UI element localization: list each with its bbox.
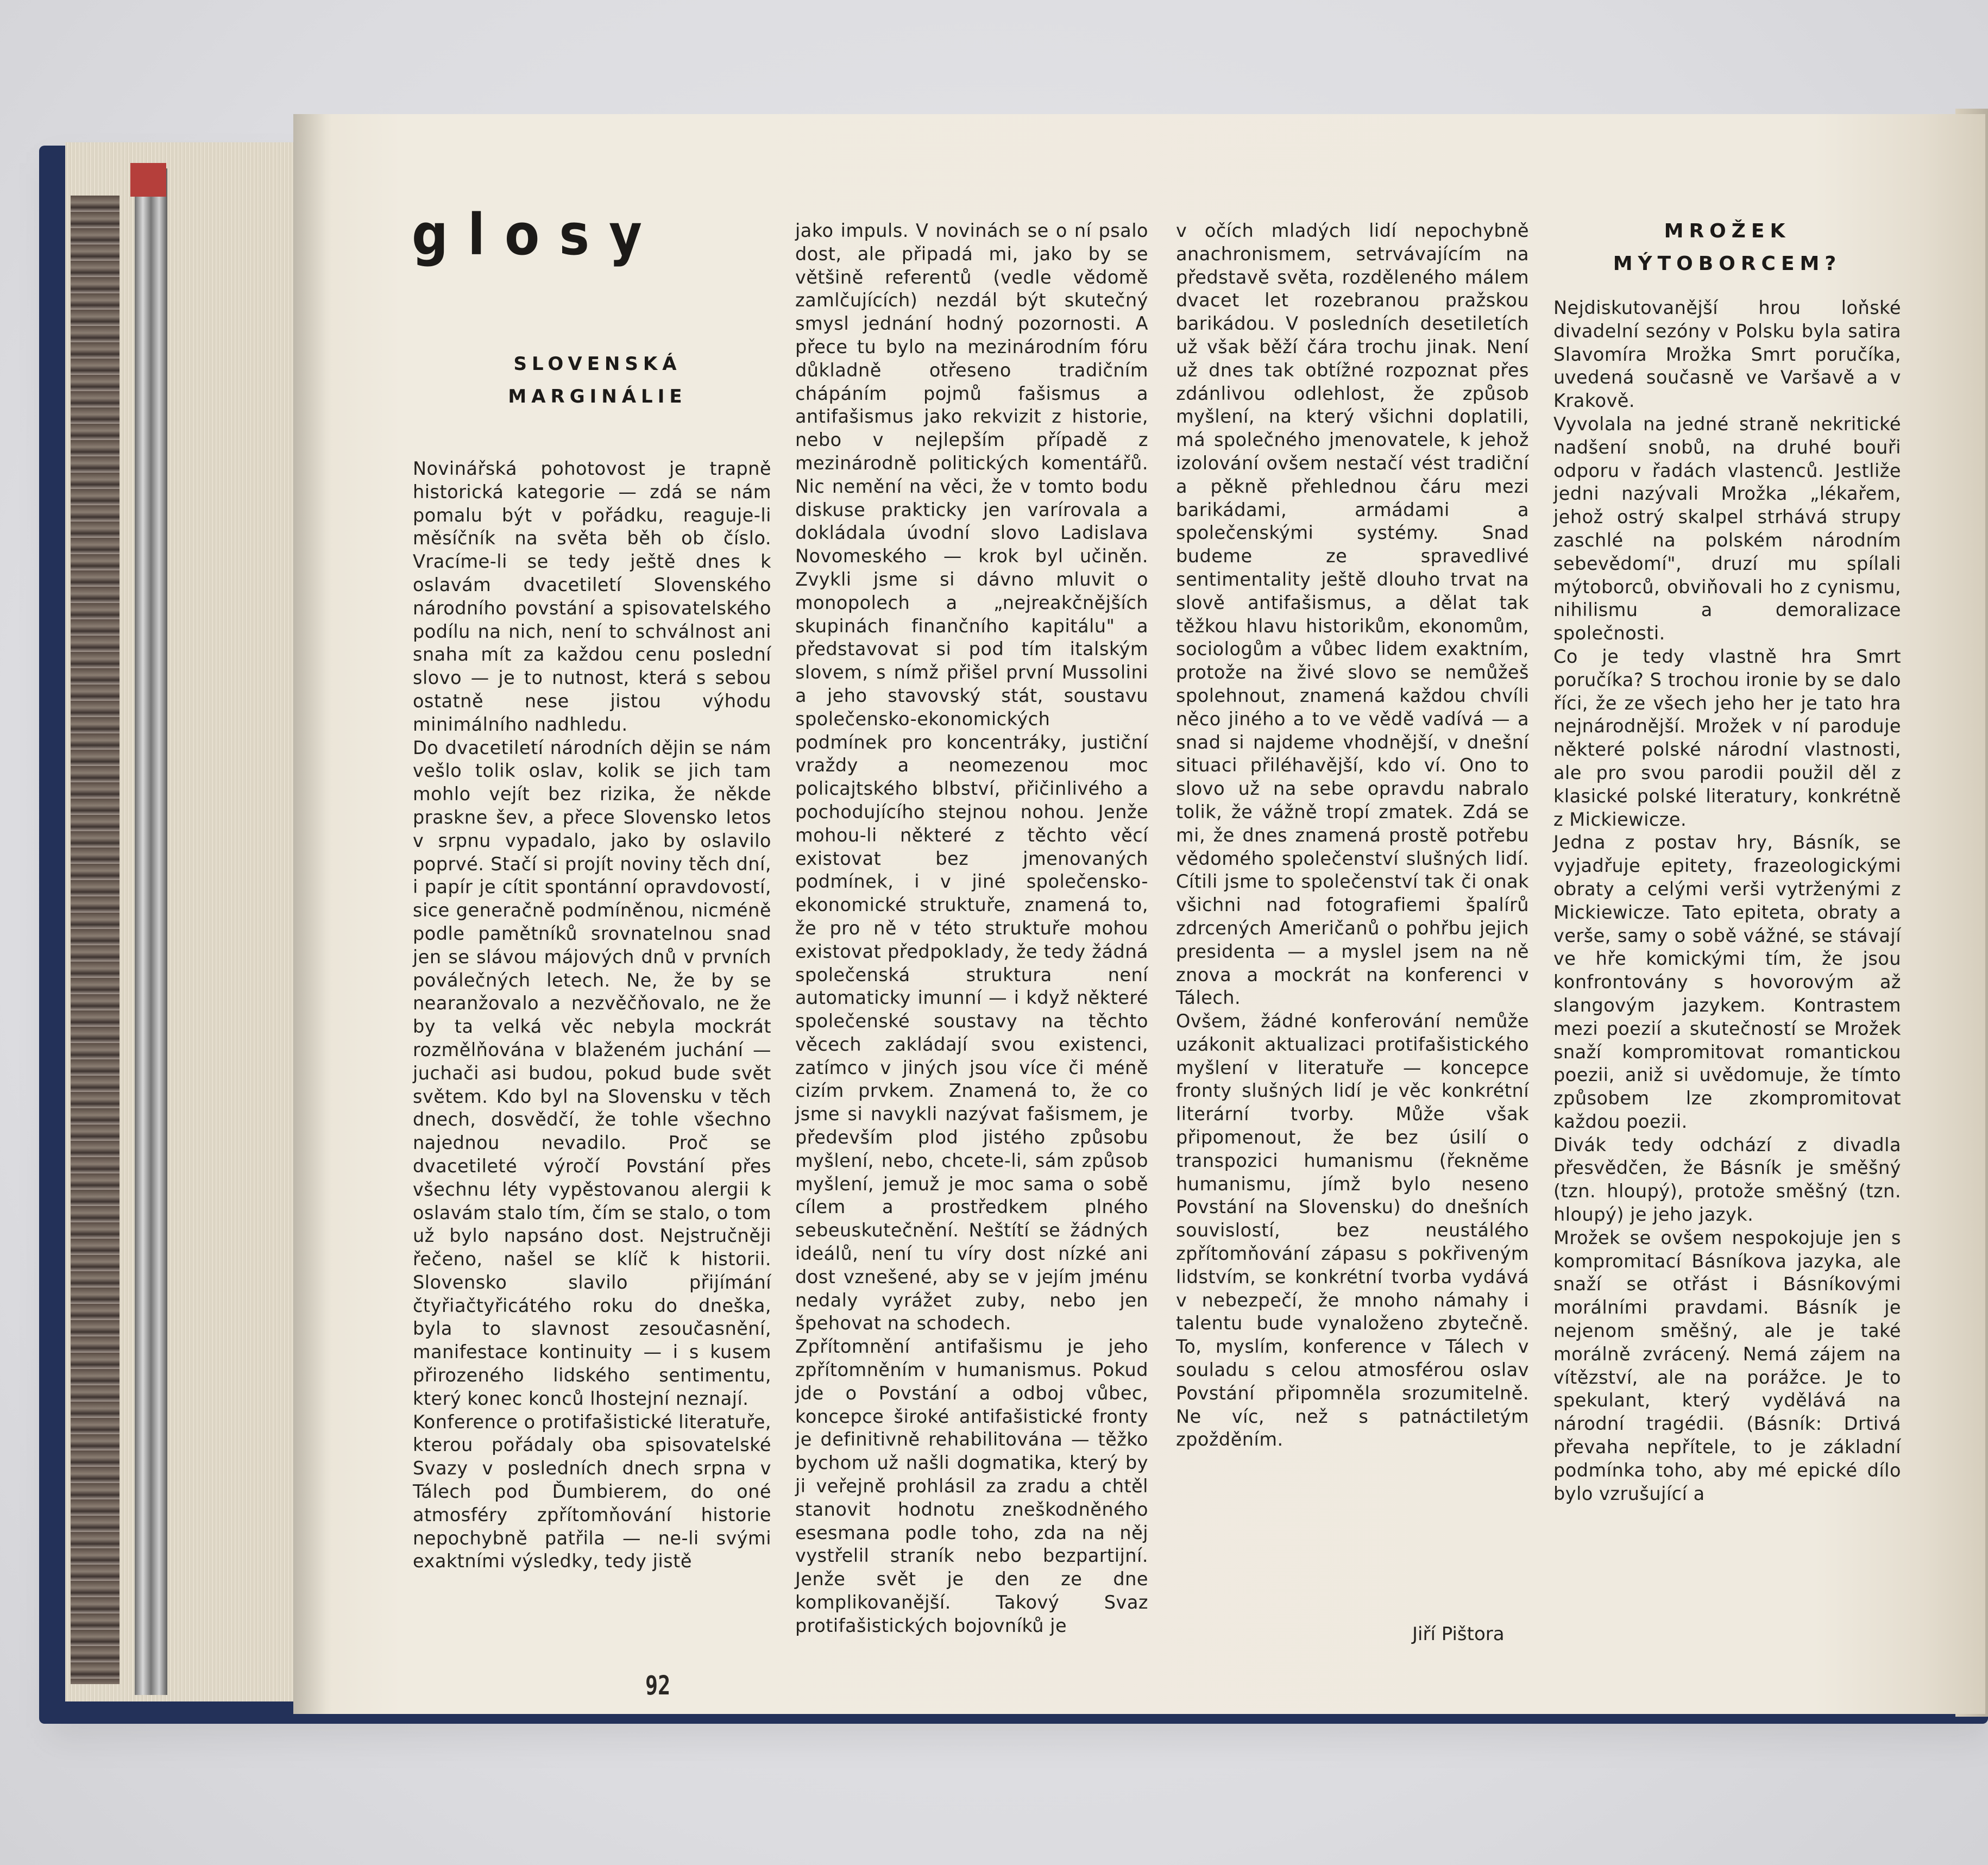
paragraph: Do dvacetiletí národních dějin se nám vešlo tolik oslav, kolik se jich tam mohlo vejít bez rizika, že někde praskne šev, a přece Slovensko letos v srpnu vypadalo, jako by oslavilo poprvé. Stačí si projít noviny těch dní, i papír je cítit spontánní opravdovostí, sice generačně podmíněnou, nicméně podle pamětníků srovnatelnou snad jen se slávou májových dnů v prvních poválečných letech. Ne, že by se nearanžovalo a nezvěčňovalo, ne že by ta velká věc nebyla mockrát rozmělňována v blaženém juchání — juchači asi budou, pokud bude svět světem. Kdo byl na Slovensku v těch dnech, dosvědčí, že tohle všechno najednou nevadilo. Proč se dvacetileté výročí Povstání přes všechnu léty vypěstovanou alergii k oslavám stalo tím, čím se stalo, o tom už bylo napsáno dost. Nejstručněji řečeno, našel se klíč k historii. Slovensko slavilo přijímání čtyřiačtyřicátého roku do dneška, byla to slavnost zesoučasnění, manifestace kontinuity — i s kusem přirozeného lidského sentimentu, který konec konců lhostejní neznají. — [413, 737, 771, 1409]
article2-title — [1559, 215, 1896, 280]
article1-author: Jiří Pištora — [1412, 1623, 1505, 1645]
article1-title — [456, 348, 739, 413]
paragraph: Nejdiskutovanější hrou loňské divadelní sezóny v Polsku byla satira Slavomíra Mrožka Smrt poručíka, uvedená současně ve Varšavě a v Krakově. — [1553, 297, 1901, 412]
paragraph: Divák tedy odchází z divadla přesvědčen, že Básník je směšný (tzn. hloupý), protože směšný (tzn. hloupý) je jeho jazyk. — [1553, 1134, 1901, 1226]
article2-column — [1553, 297, 1901, 1505]
article1-title-line2: MARGINÁLIE — [508, 386, 687, 407]
silver-strip-edge — [135, 168, 167, 1695]
paragraph: Jedna z postav hry, Básník, se vyjadřuje epitety, frazeologickými obraty a celými verši vytrženými z Mickiewicze. Tato epiteta, obraty a verše, samy o sobě vážné, se stávají ve hře komickými tím, že jsou konfrontovány s hovorovým až slangovým jazykem. Kontrastem mezi poezií a skutečností se Mrožek snaží kompromitovat romantickou poezii, aniž si uvědomuje, že tímto způsobem lze zkompromitovat každou poezii. — [1553, 832, 1901, 1132]
paragraph: Ovšem, žádné konferování nemůže uzákonit aktualizaci protifašistického myšlení v literatuře — koncepce fronty slušných lidí je věc konkrétní literární tvorby. Může však připomenout, že bez úsilí o transpozici humanismu (řekněme humanismu, jímž bylo neseno Povstání na Slovensku) do dnešních souvislostí, bez neustálého zpřítomňování zápasu s pokřiveným lidstvím, se konkrétní tvorba vydává v nebezpečí, že mnoho námahy i talentu bude vynaloženo zbytečně. To, myslím, konference v Tálech v souladu s celou atmosférou oslav Povstání připomněla srozumitelně. Ne víc, než s patnáctiletým zpožděním. — [1176, 1010, 1529, 1450]
red-page-mark — [130, 163, 166, 197]
paragraph: Novinářská pohotovost je trapně historická kategorie — zdá se nám pomalu být v pořádku, reaguje-li měsíčník na světa běh ob číslo. Vracíme-li se tedy ještě dnes k oslavám dvacetiletí Slovenského národního povstání a spisovatelského podílu na nich, není to schválnost ani snaha mít za každou cenu poslední slovo — je to nutnost, která s sebou ostatně nese jistou výhodu minimálního nadhledu. — [413, 458, 771, 735]
article1-column-1 — [413, 457, 771, 1573]
paragraph: jako impuls. V novinách se o ní psalo dost, ale připadá mi, jako by se většině referentů (vedle vědomě zamlčujících) nezdál být skutečný smysl jednání hodný pozornosti. A přece tu bylo na mezinárodním fóru důkladně otřeseno tradičním chápáním pojmů fašismus a antifašismus jako rekvizit z historie, nebo v nejlepším případě z mezinárodně politických komentářů. Nic nemění na věci, že v tomto bodu diskuse prakticky jen varírovala a dokládala úvodní slovo Ladislava Novomeského — krok byl učiněn. Zvykli jsme si dávno mluvit o monopolech a „nejreakčnějších skupinách finančního kapitálu" a představovat si pod tím italským slovem, s nímž přišel první Mussolini a jeho stavovský stát, soustavu společensko-ekonomických podmínek pro koncentráky, justiční vraždy a neomezenou moc policajtského blbství, přičinlivého a pochodujícího stejnou nohou. Jenže mohou-li některé z těchto věcí existovat bez jmenovaných podmínek, i v jiné společensko-ekonomické struktuře, znamená to, že pro ně v této struktuře mohou existovat předpoklady, že tedy žádná společenská struktura není automaticky imunní — i když některé společenské soustavy na těchto věcech zakládají svou existenci, zatímco v jiných jsou více či méně cizím prvkem. Znamená to, že co jsme si navykli nazývat fašismem, je především plod jistého způsobu myšlení, nebo, chcete-li, sám způsob myšlení, jemuž je moc sama o sobě cílem a prostředkem plného sebeuskutečnění. Neštítí se žádných ideálů, není tu víry dost nízké ani dost vznešené, aby se v jejím jménu nedaly vyrážet zuby, nebo jen špehovat na schodech. — [795, 220, 1148, 1334]
article1-column-3 — [1176, 219, 1529, 1452]
page-number: 92 — [645, 1671, 671, 1701]
paragraph: Vyvolala na jedné straně nekritické nadšení snobů, na druhé bouři odporu v řadách vlastenců. Jestliže jedni nazývali Mrožka „lékařem, jehož ostrý skalpel strhává strupy zaschlé na polském národním sebevědomí", druzí mu spílali mýtoborců, obviňovali ho z cynismu, nihilismu a demoralizace společnosti. — [1553, 413, 1901, 644]
photo-strip-edge — [71, 196, 119, 1684]
article2-title-line1: MROŽEK — [1664, 220, 1791, 242]
section-title: glosy — [412, 202, 662, 268]
paragraph: Zpřítomnění antifašismu je jeho zpřítomněním v humanismus. Pokud jde o Povstání a odboj vůbec, koncepce široké antifašistické fronty je definitivně rehabilitována — těžko bychom už našli dogmatika, který by ji veřejně prohlásil za zradu a chtěl stanovit hodnotu zneškodněného esesmana podle toho, zda na něj vystřelil straník nebo bezpartijní. Jenže svět je den ze dne komplikovanější. Takový Svaz protifašistických bojovníků je — [795, 1336, 1148, 1636]
paragraph: Konference o protifašistické literatuře, kterou pořádaly oba spisovatelské Svazy v posledních dnech srpna v Tálech pod Ďumbierem, do oné atmosféry zpřítomňování historie nepochybně patřila — ne-li svými exaktními výsledky, tedy jistě — [413, 1411, 771, 1572]
paragraph: Co je tedy vlastně hra Smrt poručíka? S trochou ironie by se dalo říci, že ze všech jeho her je tato hra nejnárodnější. Mrožek v ní paroduje některé polské národní vlastnosti, ale pro svou parodii použil děl z klasické polské literatury, konkrétně z Mickiewicze. — [1553, 645, 1901, 830]
article1-title-line1: SLOVENSKÁ — [513, 353, 682, 375]
page-gutter — [293, 114, 331, 1714]
paragraph: v očích mladých lidí nepochybně anachronismem, setrvávajícím na představě světa, rozděleného málem dvacet let rozebranou pražskou barikádou. V posledních desetiletích už však běží čára trochu jinak. Není už dnes tak obtížné rozpoznat přes zdánlivou odlehlost, že způsob myšlení, na který všichni doplatili, má společného jmenovatele, k jehož izolování ovšem nestačí vést tradiční a pěkně přehlednou čáru mezi barikádami, armádami a společenskými systémy. Snad budeme ze spravedlivé sentimentality ještě dlouho trvat na slově antifašismus, a dělat tak těžkou hlavu historikům, ekonomům, sociologům a vůbec lidem exaktním, protože na živé slovo se nemůžeš spolehnout, znamená každou chvíli něco jiného a to ve vědě vadívá — a snad si najdeme vhodnější, v dnešní situaci přiléhavější, kdo ví. Ono to slovo už na sebe opravdu nabralo tolik, že vážně tropí zmatek. Zdá se mi, že dnes znamená prostě potřebu vědomého společenství slušných lidí. Cítili jsme to společenství tak či onak všichni nad fotografiemi špalírů zdrcených Američanů o pohřbu jejich presidenta — a myslel jsem na ně znova a mockrát na konferenci v Tálech. — [1176, 220, 1529, 1009]
article1-column-2 — [795, 219, 1148, 1638]
article2-title-line2: MÝTOBORCEM? — [1613, 253, 1842, 275]
paragraph: Mrožek se ovšem nespokojuje jen s kompromitací Básníkova jazyka, ale snaží se otřást i Básníkovými morálními pravdami. Básník je nejenom směšný, ale je také morálně zvrácený. Nemá zájem na vítězství, ale na porážce. Je to spekulant, který vydělává na národní tragédii. (Básník: Drtivá převaha nepřítele, to je základní podmínka toho, aby mé epické dílo bylo vzrušující a — [1553, 1227, 1901, 1504]
